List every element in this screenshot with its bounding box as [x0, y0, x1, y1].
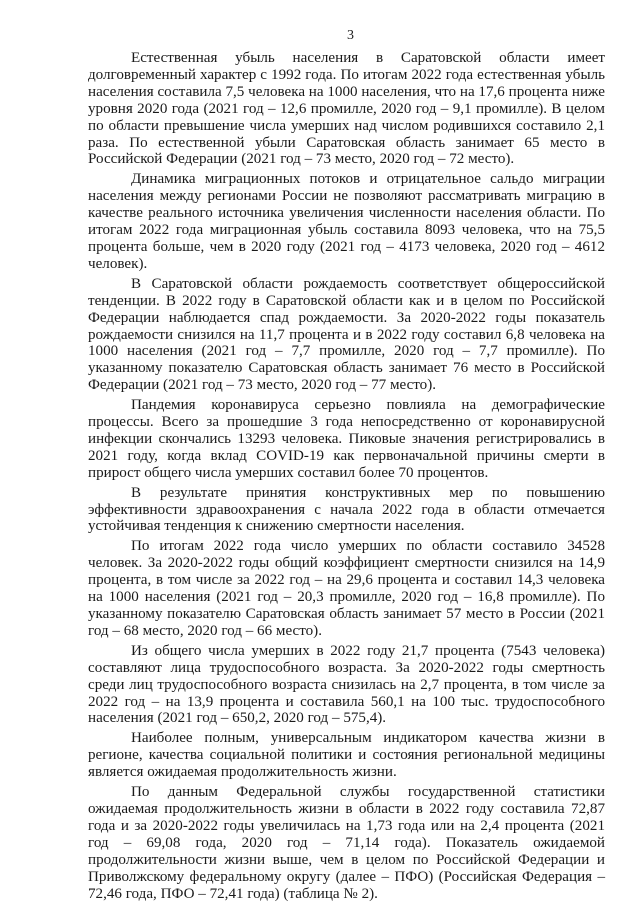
paragraph-birth-rate: В Саратовской области рождаемость соответствует общероссийской тенденции. В 2022 году в Саратовской области как и в целом по Российской Федерации наблюдается спад рождаемости. За 2020-2022 годы показатель рождаемости снизился на 11,7 процента и в 2022 году составил 6,8 человека на 1000 населения (2021 год – 7,7 промилле, 2020 год – 7,7 промилле). По указанному показателю Саратовская область занимает 76 место в Российской Федерации (2021 год – 73 место, 2020 год – 77 место). [88, 275, 605, 394]
paragraph-pandemic: Пандемия коронавируса серьезно повлияла на демографические процессы. Всего за прошедшие 3 года непосредственно от коронавирусной инфекции скончались 13293 человека. Пиковые значения регистрировались в 2021 году, когда вклад COVID-19 как первоначальной причины смерти в прирост общего числа умерших составил более 70 процентов. [88, 397, 605, 481]
paragraph-natural-decline: Естественная убыль населения в Саратовской области имеет долговременный характер с 1992 года. По итогам 2022 года естественная убыль населения составила 7,5 человека на 1000 населения, что на 17,6 процента ниже уровня 2020 года (2021 год – 12,6 промилле, 2020 год – 9,1 промилле). В целом по области превышение числа умерших над числом родившихся составило 2,1 раза. По естественной убыли Саратовская область занимает 65 место в Российской Федерации (2021 год – 73 место, 2020 год – 72 место). [88, 50, 605, 168]
paragraph-life-expectancy-indicator: Наиболее полным, универсальным индикатором качества жизни в регионе, качества социальной политики и состояния региональной медицины является ожидаемая продолжительность жизни. [88, 730, 605, 781]
page-number: 3 [347, 28, 354, 43]
document-page [88, 28, 605, 905]
paragraph-migration: Динамика миграционных потоков и отрицательное сальдо миграции населения между регионами России не позволяют рассматривать миграцию в качестве реального источника увеличения численности населения области. По итогам 2022 года миграционная убыль составила 8093 человека, что на 75,5 процента больше, чем в 2020 году (2021 год – 4173 человека, 2020 год – 4612 человек). [88, 171, 605, 272]
paragraph-mortality: По итогам 2022 года число умерших по области составило 34528 человек. За 2020-2022 годы общий коэффициент смертности снизился на 14,9 процента, в том числе за 2022 год – на 29,6 процента и составил 14,3 человека на 1000 населения (2021 год – 20,3 промилле, 2020 год – 16,8 промилле). По указанному показателю Саратовская область занимает 57 место в России (2021 год – 68 место, 2020 год – 66 место). [88, 538, 605, 639]
paragraph-life-expectancy-stats: По данным Федеральной службы государственной статистики ожидаемая продолжительность жизни в области в 2022 году составила 72,87 года и за 2020-2022 годы увеличилась на 1,73 года или на 2,4 процента (2021 год – 69,08 года, 2020 год – 71,14 года). Показатель ожидаемой продолжительности жизни выше, чем в целом по Российской Федерации и Приволжскому федеральному округу (далее – ПФО) (Российская Федерация – 72,46 года, ПФО – 72,41 года) (таблица № 2). [88, 784, 605, 902]
paragraph-healthcare-measures: В результате принятия конструктивных мер по повышению эффективности здравоохранения с начала 2022 года в области отмечается устойчивая тенденция к снижению смертности населения. [88, 484, 605, 535]
paragraph-working-age-mortality: Из общего числа умерших в 2022 году 21,7 процента (7543 человека) составляют лица трудоспособного возраста. За 2020-2022 годы смертность среди лиц трудоспособного возраста снизилась на 2,7 процента, в том числе за 2022 год – на 13,9 процента и составила 560,1 на 100 тыс. трудоспособного населения (2021 год – 650,2, 2020 год – 575,4). [88, 642, 605, 727]
